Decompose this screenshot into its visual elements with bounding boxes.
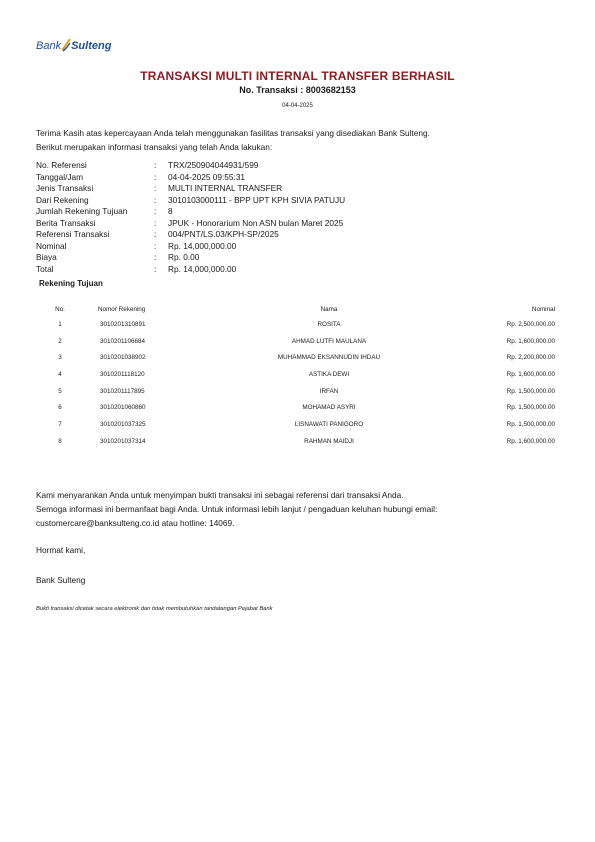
cell-nominal: Rp. 1,500,000.00 <box>506 387 555 395</box>
cell-rekening: 3010201037325 <box>100 420 146 428</box>
table-row <box>36 316 559 333</box>
rekening-tujuan-heading: Rekening Tujuan <box>39 279 103 288</box>
detail-label: Biaya <box>36 252 57 262</box>
closing-text: Hormat kami, <box>36 545 86 555</box>
cell-nama: MOHAMAD ASYRI <box>302 404 356 412</box>
cell-rekening: 3010201310891 <box>100 320 146 328</box>
detail-label: Nominal <box>36 240 67 251</box>
detail-row <box>36 195 345 207</box>
transaction-details <box>36 160 345 275</box>
cell-nominal: Rp. 1,600,000.00 <box>506 370 555 378</box>
column-header-no: No. <box>55 305 65 313</box>
column-header-nominal: Nominal <box>531 305 555 313</box>
detail-label: Berita Transaksi <box>36 217 96 228</box>
detail-value: 3010103000111 - BPP UPT KPH SIVIA PATUJU <box>168 194 346 205</box>
footer-line-3: customercare@banksulteng.co.id atau hotline: 14069. <box>36 518 235 528</box>
cell-no: 6 <box>58 404 62 412</box>
cell-rekening: 3010201038902 <box>100 354 146 362</box>
logo-text-bank: Bank <box>36 40 62 52</box>
logo-swoosh-icon <box>61 38 71 52</box>
cell-no: 4 <box>58 370 62 378</box>
cell-rekening: 3010201117895 <box>100 387 145 395</box>
detail-row <box>36 252 345 264</box>
cell-nama: IRFAN <box>319 387 339 395</box>
rekening-table <box>36 302 559 450</box>
cell-nominal: Rp. 2,200,000.00 <box>506 354 555 362</box>
detail-value: JPUK - Honorarium Non ASN bulan Maret 2025 <box>168 217 344 228</box>
detail-label: Total <box>36 263 54 274</box>
detail-separator: : <box>154 160 157 170</box>
table-row <box>36 383 559 400</box>
bank-logo <box>36 36 111 56</box>
detail-separator: : <box>154 240 157 251</box>
cell-no: 7 <box>58 420 62 428</box>
column-header-nama: Nama <box>320 305 338 313</box>
detail-value: 004/PNT/LS.03/KPH-SP/2025 <box>168 229 279 239</box>
table-row <box>36 433 559 450</box>
detail-value: Rp. 14,000,000.00 <box>168 240 237 251</box>
cell-no: 1 <box>58 320 62 328</box>
detail-separator: : <box>154 263 157 274</box>
cell-no: 8 <box>58 437 62 445</box>
table-header-row <box>36 302 559 316</box>
footer-text <box>36 488 437 530</box>
signature-bank-name: Bank Sulteng <box>36 575 86 585</box>
table-row <box>36 349 559 366</box>
detail-label: Jenis Transaksi <box>36 183 94 193</box>
detail-value: TRX/250904044931/599 <box>168 160 259 170</box>
print-date: 04-04-2025 <box>282 103 313 109</box>
table-row <box>36 366 559 383</box>
detail-label: Dari Rekening <box>36 194 89 205</box>
detail-separator: : <box>154 252 157 262</box>
cell-nama: MUHAMMAD EKSANNUDIN IHDAU <box>277 354 381 362</box>
detail-value: Rp. 14,000,000.00 <box>168 263 237 274</box>
detail-label: Tanggal/Jam <box>36 171 84 182</box>
page-title: TRANSAKSI MULTI INTERNAL TRANSFER BERHASIL <box>140 69 455 83</box>
cell-no: 2 <box>58 337 62 345</box>
intro-line-2: Berikut merupakan informasi transaksi yang telah Anda lakukan: <box>36 142 273 152</box>
cell-nama: ROSITA <box>317 320 341 328</box>
cell-rekening: 3010201060860 <box>100 404 146 412</box>
cell-nama: AHMAD LUTFI MAULANA <box>291 337 367 345</box>
detail-row <box>36 229 345 241</box>
cell-nama: ASTIKA DEWI <box>308 370 350 378</box>
footer-line-2: Semoga informasi ini bermanfaat bagi Anda. Untuk informasi lebih lanjut / pengaduan keluhan hubungi email: <box>36 504 438 514</box>
cell-nominal: Rp. 1,600,000.00 <box>506 437 555 445</box>
detail-separator: : <box>154 217 157 228</box>
detail-row <box>36 264 345 276</box>
detail-value: MULTI INTERNAL TRANSFER <box>168 183 283 193</box>
table-row <box>36 333 559 350</box>
table-row <box>36 399 559 416</box>
detail-value: 04-04-2025 09:55:31 <box>168 171 246 182</box>
detail-row <box>36 241 345 253</box>
cell-rekening: 3010201037314 <box>100 437 146 445</box>
detail-label: No. Referensi <box>36 160 87 170</box>
detail-separator: : <box>154 206 157 216</box>
detail-row <box>36 183 345 195</box>
detail-row <box>36 160 345 172</box>
detail-separator: : <box>154 183 157 193</box>
cell-nominal: Rp. 1,500,000.00 <box>506 404 555 412</box>
detail-value: 8 <box>168 206 173 216</box>
cell-nominal: Rp. 2,500,000.00 <box>506 320 555 328</box>
detail-value: Rp. 0.00 <box>168 252 200 262</box>
detail-separator: : <box>154 171 157 182</box>
detail-row <box>36 172 345 184</box>
electronic-receipt-note: Bukti transaksi dicetak secara elektronik dan tidak membutuhkan tandatangan Pejabat Bank <box>36 606 273 612</box>
cell-nama: LISNAWATI PANIGORO <box>294 420 364 428</box>
cell-nama: RAHMAN MAIDJI <box>304 437 354 445</box>
footer-line-1: Kami menyarankan Anda untuk menyimpan bukti transaksi ini sebagai referensi dari transaksi Anda. <box>36 490 404 500</box>
intro-text <box>36 126 430 154</box>
transaction-number: No. Transaksi : 8003682153 <box>239 85 356 95</box>
detail-separator: : <box>154 194 157 205</box>
logo-text-sulteng: Sulteng <box>71 40 112 52</box>
cell-nominal: Rp. 1,600,000.00 <box>506 337 555 345</box>
detail-row <box>36 206 345 218</box>
cell-nominal: Rp. 1,500,000.00 <box>506 420 555 428</box>
cell-no: 3 <box>58 354 62 362</box>
table-row <box>36 416 559 433</box>
cell-no: 5 <box>58 387 62 395</box>
detail-row <box>36 218 345 230</box>
cell-rekening: 3010201106684 <box>100 337 146 345</box>
cell-rekening: 3010201118120 <box>100 370 145 378</box>
detail-label: Referensi Transaksi <box>36 229 110 239</box>
detail-separator: : <box>154 229 157 239</box>
intro-line-1: Terima Kasih atas kepercayaan Anda telah menggunakan fasilitas transaksi yang disediakan Bank Sulteng. <box>36 128 430 138</box>
detail-label: Jumlah Rekening Tujuan <box>36 206 128 216</box>
column-header-rekening: Nomor Rekening <box>98 305 146 313</box>
